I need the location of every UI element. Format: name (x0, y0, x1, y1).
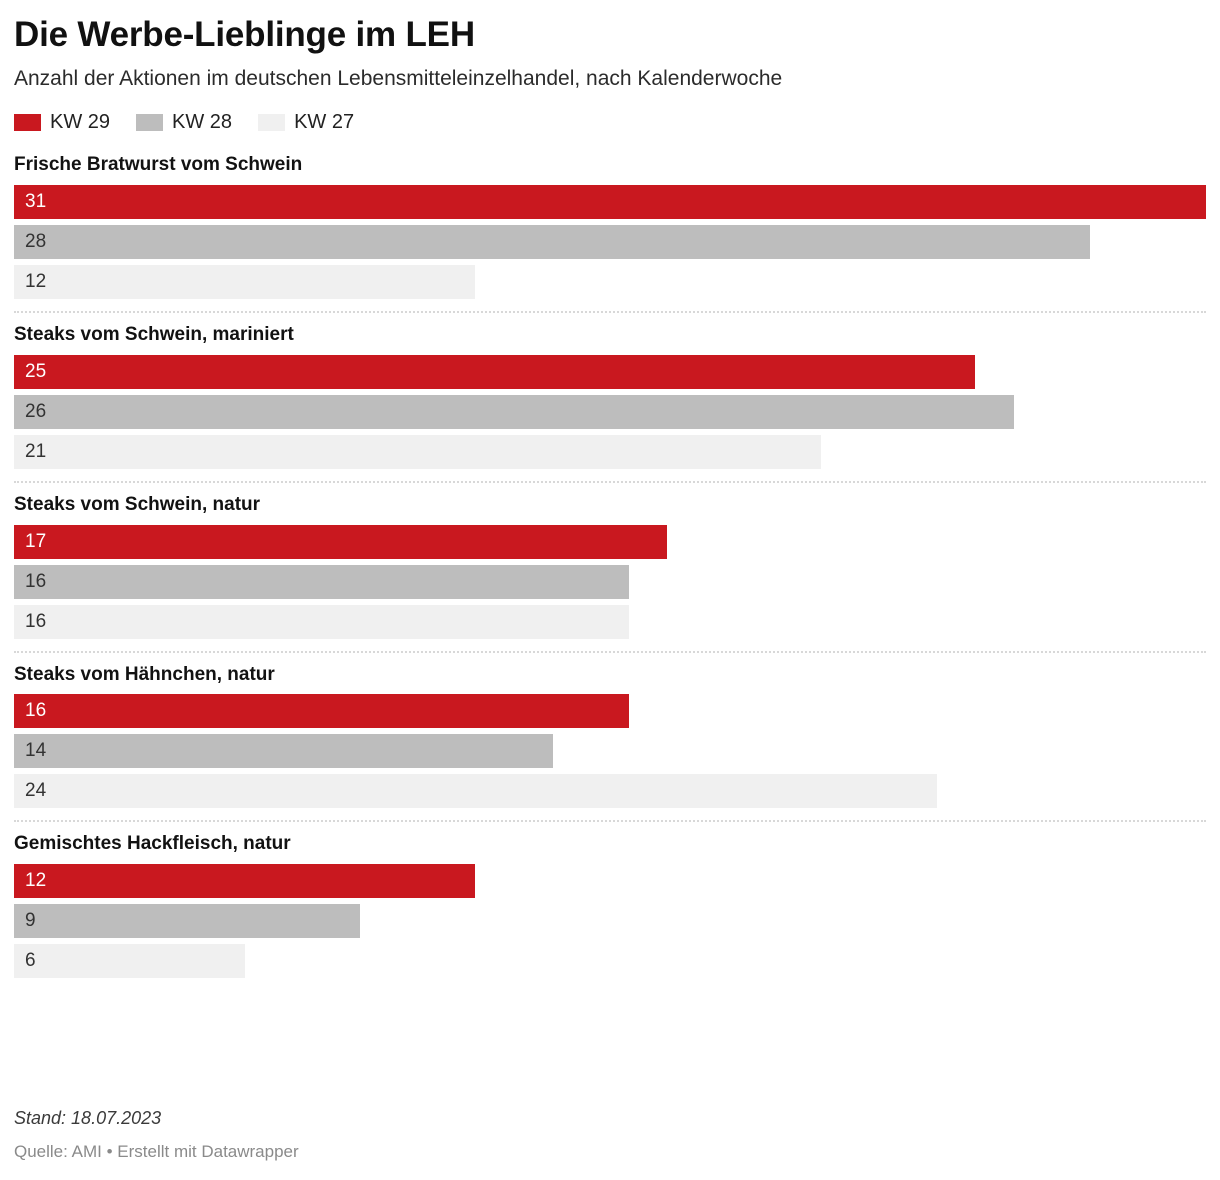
bar-value-label: 16 (25, 700, 47, 722)
bar-value-label: 21 (25, 440, 47, 462)
bar-row[interactable] (14, 734, 1206, 768)
bar-value-label: 12 (25, 870, 47, 892)
bar-row[interactable] (14, 944, 1206, 978)
bar (14, 265, 475, 299)
bar (14, 774, 937, 808)
footer-source: Quelle: AMI • Erstellt mit Datawrapper (14, 1142, 299, 1161)
bar-value-label: 12 (25, 271, 47, 293)
bar-value-label: 16 (25, 570, 47, 592)
bar (14, 605, 629, 639)
bar-row[interactable] (14, 355, 1206, 389)
bar (14, 904, 360, 938)
bar (14, 565, 629, 599)
bar-row[interactable] (14, 265, 1206, 299)
bar (14, 694, 629, 728)
bar-row[interactable] (14, 225, 1206, 259)
bar-value-label: 26 (25, 400, 47, 422)
bar-row[interactable] (14, 904, 1206, 938)
bar-value-label: 14 (25, 740, 47, 762)
legend-swatch-icon (136, 114, 163, 131)
bar-group-label: Steaks vom Hähnchen, natur (14, 663, 275, 685)
bar (14, 395, 1014, 429)
bar-group (14, 154, 1206, 313)
bar-value-label: 31 (25, 191, 47, 213)
chart-legend (14, 112, 1206, 132)
bar-row[interactable] (14, 435, 1206, 469)
bar-group-label: Steaks vom Schwein, mariniert (14, 324, 294, 346)
bar-group-label: Gemischtes Hackfleisch, natur (14, 833, 291, 855)
bar-value-label: 25 (25, 360, 47, 382)
bar-row[interactable] (14, 774, 1206, 808)
bar-group (14, 313, 1206, 483)
bar (14, 185, 1206, 219)
bar-value-label: 17 (25, 530, 47, 552)
chart-footer (14, 1108, 1194, 1162)
bar-value-label: 24 (25, 780, 47, 802)
legend-label: KW 27 (294, 111, 355, 134)
chart-title: Die Werbe-Lieblinge im LEH (14, 15, 475, 54)
bar-group-label: Steaks vom Schwein, natur (14, 493, 261, 515)
bar-group-label: Frische Bratwurst vom Schwein (14, 154, 303, 176)
bar (14, 944, 245, 978)
chart-plot-area (14, 154, 1206, 990)
bar-row[interactable] (14, 694, 1206, 728)
legend-swatch-icon (258, 114, 285, 131)
legend-item[interactable] (258, 112, 354, 132)
bar (14, 525, 667, 559)
bar-value-label: 28 (25, 231, 47, 253)
bar (14, 225, 1090, 259)
bar-row[interactable] (14, 185, 1206, 219)
bar-group (14, 822, 1206, 990)
chart-subtitle: Anzahl der Aktionen im deutschen Lebensmitteleinzelhandel, nach Kalenderwoche (14, 67, 783, 90)
bar-row[interactable] (14, 605, 1206, 639)
bar-row[interactable] (14, 395, 1206, 429)
bar (14, 435, 821, 469)
bar-value-label: 6 (25, 950, 36, 972)
bar-row[interactable] (14, 525, 1206, 559)
bar-row[interactable] (14, 864, 1206, 898)
bar-value-label: 16 (25, 610, 47, 632)
legend-label: KW 29 (50, 111, 111, 134)
bar-group (14, 483, 1206, 653)
bar-row[interactable] (14, 565, 1206, 599)
legend-swatch-icon (14, 114, 41, 131)
bar (14, 734, 553, 768)
legend-item[interactable] (136, 112, 232, 132)
bar-group (14, 653, 1206, 823)
legend-label: KW 28 (172, 111, 233, 134)
bar (14, 864, 475, 898)
footer-note: Stand: 18.07.2023 (14, 1108, 162, 1128)
legend-item[interactable] (14, 112, 110, 132)
bar-value-label: 9 (25, 910, 36, 932)
bar (14, 355, 975, 389)
